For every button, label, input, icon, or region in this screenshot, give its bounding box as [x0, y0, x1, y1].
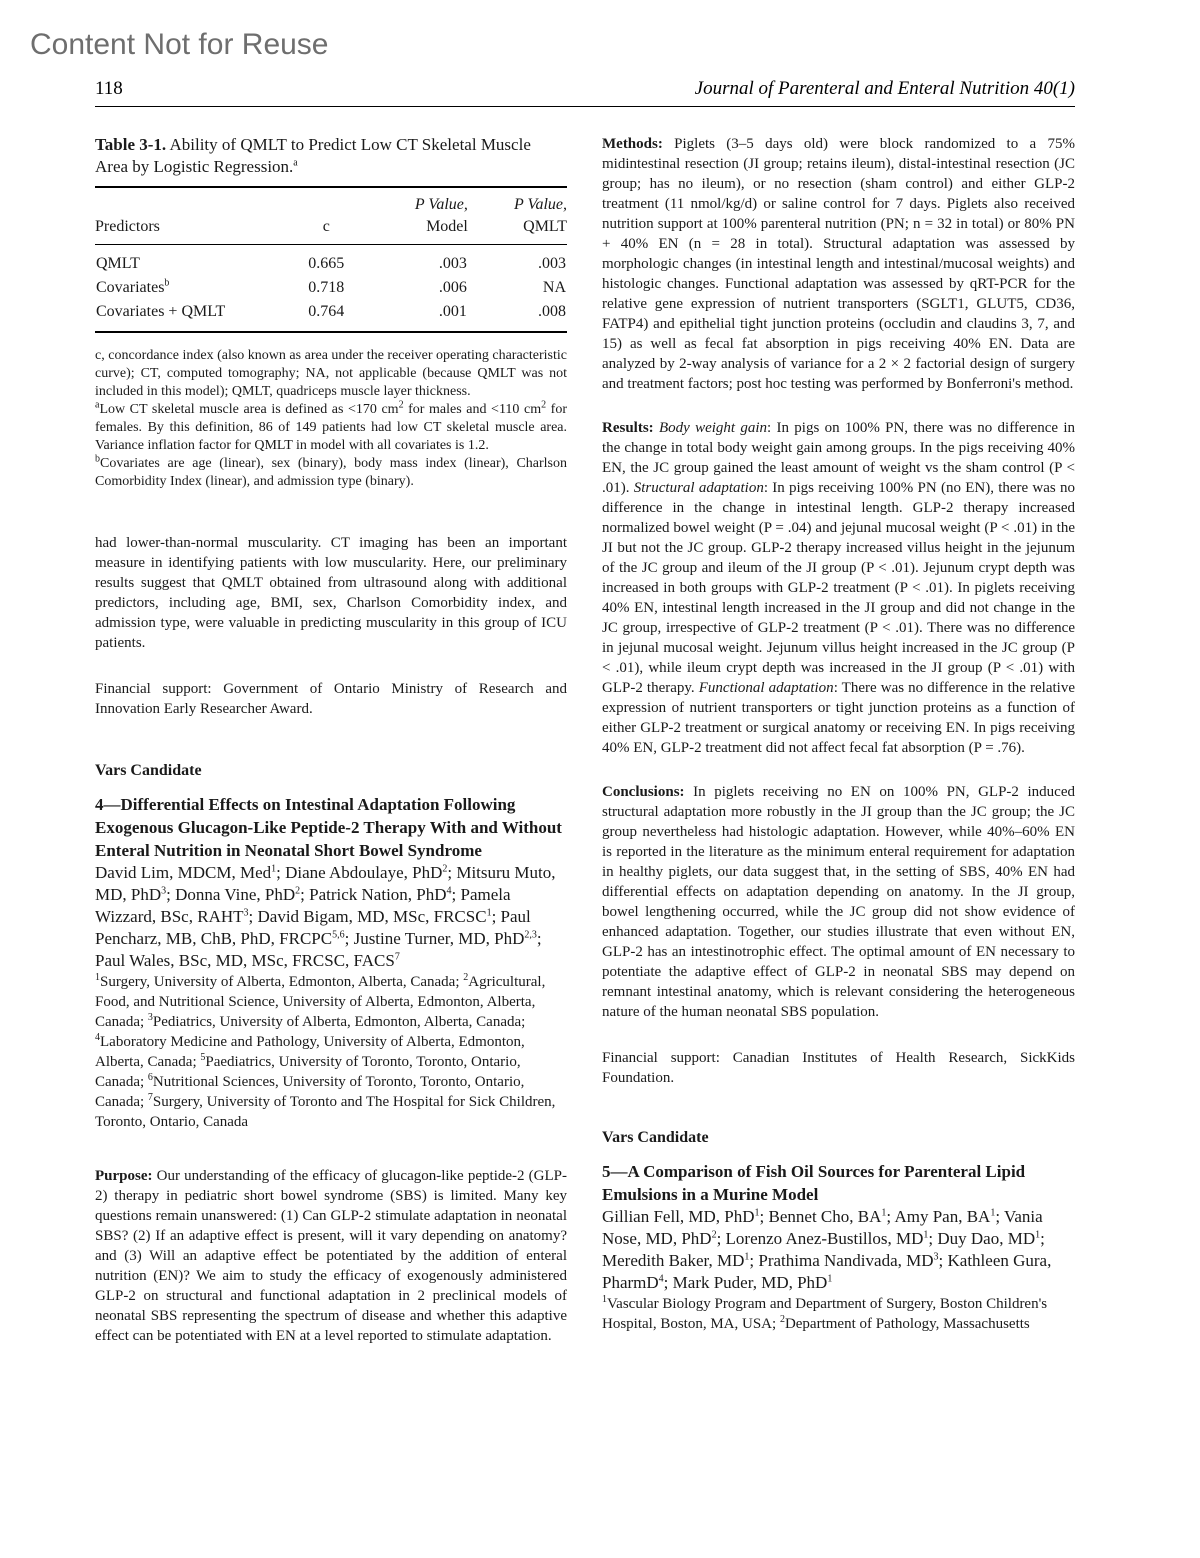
cell-p-qmlt — [468, 245, 567, 277]
table-label: Table 3-1. — [95, 135, 167, 154]
author-affiliation-mark: 3 — [161, 885, 167, 897]
author-separator: ; — [491, 907, 501, 926]
table-note-a-text-2: for males and <110 cm — [403, 402, 542, 417]
page-number: 118 — [95, 78, 123, 99]
footnote-mark-b: b — [95, 453, 100, 465]
author-separator: ; — [928, 1229, 938, 1248]
author-name: Pamela Wizzard, BSc, RAHT — [95, 885, 511, 926]
cell-predictor-text: Covariates + QMLT — [96, 303, 226, 320]
author-affiliation-mark: 3 — [243, 907, 249, 919]
methods-paragraph — [602, 134, 1075, 394]
table-note-b — [95, 455, 567, 491]
author-name: Kathleen Gura, PharmD — [602, 1251, 1052, 1292]
author-name: Duy Dao, MD — [937, 1229, 1036, 1248]
abstract-4-authors — [95, 862, 567, 972]
author-affiliation-mark: 1 — [881, 1207, 887, 1219]
author-separator: ; — [1040, 1229, 1045, 1248]
purpose-label: Purpose: — [95, 1168, 153, 1184]
table-note-abbreviations: c, concordance index (also known as area under the receiver operating characteristic curve); CT, computed tomography; NA, not applicable (because QMLT was not included in this model); QMLT, quadriceps muscle layer thickness. — [95, 348, 567, 399]
author-name: Donna Vine, PhD — [175, 885, 296, 904]
author-affiliation-mark: 2 — [442, 863, 448, 875]
author-name: Gillian Fell, MD, PhD — [602, 1207, 755, 1226]
header-p-qmlt-line1: P Value, — [513, 196, 567, 213]
cell-p-model — [369, 245, 468, 277]
author-affiliation-mark: 2,3 — [524, 929, 537, 941]
header-p-model-line1: P Value, — [414, 196, 468, 213]
superscript-squared: 2 — [541, 399, 547, 411]
header-p-model — [369, 187, 468, 245]
cell-predictor — [95, 300, 284, 332]
table-header-row — [95, 187, 567, 245]
cell-p-qmlt — [468, 276, 567, 300]
cell-predictor-text: QMLT — [96, 255, 140, 272]
author-separator: ; — [749, 1251, 759, 1270]
header-p-qmlt — [468, 187, 567, 245]
methods-text: Piglets (3–5 days old) were block randomized to a 75% midintestinal resection (JI group; retains ileum), distal-intestinal resection (JC group; has no ileum), or no resection (sham control) and either GLP-2 treatment (11 nmol/kg/d) or saline control for 7 days. Piglets also received nutrition support at 100% parenteral nutrition (PN; n = 32 in total) or 80% PN + 40% EN (n = 28 in total). Structural adaptation was assessed by morphologic changes (in intestinal length and intestinal/mucosal weights) and histologic changes. Functional adaptation was assessed by qRT-PCR for the relative gene expression of nutrient transporters (SGLT1, GLUT5, CD36, FATP4) and epithelial tight junction proteins (occludin and claudins 3, 7, and 15) as well as fecal fat absorption in pigs receiving 40% EN. Data are analyzed by 2-way analysis of variance for a 2 × 2 factorial design of surgery and treatment factors; post hoc testing was performed by Bonferroni's method. — [602, 136, 1075, 392]
affiliation-mark: 1 — [95, 972, 100, 983]
author-name: Paul Wales, BSc, MD, MSc, FRCSC, FACS — [95, 951, 395, 970]
abstract-4-affiliations — [95, 972, 567, 1132]
author-name: Mark Puder, MD, PhD — [672, 1273, 828, 1292]
author-name: Lorenzo Anez-Bustillos, MD — [725, 1229, 924, 1248]
author-affiliation-mark: 1 — [271, 863, 277, 875]
author-separator: ; — [663, 1273, 673, 1292]
author-affiliation-mark: 5,6 — [332, 929, 345, 941]
affiliation-text: Laboratory Medicine and Pathology, University of Alberta, Edmonton, Alberta, Canada; — [95, 1034, 525, 1070]
affiliation-text: Pediatrics, University of Alberta, Edmonton, Alberta, Canada; — [152, 1014, 526, 1030]
table-row — [95, 300, 567, 332]
author-affiliation-mark: 2 — [711, 1229, 717, 1241]
author-name: David Bigam, MD, MSc, FRCSC — [257, 907, 487, 926]
author-separator: ; — [344, 929, 354, 948]
affiliation-text: Surgery, University of Alberta, Edmonton, Alberta, Canada; — [100, 974, 464, 990]
conclusions-label: Conclusions: — [602, 784, 685, 800]
author-separator: ; — [451, 885, 461, 904]
abstract-5-title: 5—A Comparison of Fish Oil Sources for Parenteral Lipid Emulsions in a Murine Model — [602, 1162, 1026, 1204]
affiliation-mark: 7 — [147, 1092, 153, 1103]
affiliation-mark: 3 — [147, 1012, 153, 1023]
author-affiliation-mark: 1 — [923, 1229, 929, 1241]
author-separator: ; — [447, 863, 457, 882]
author-name: Mitsuru Muto, MD, PhD — [95, 863, 556, 904]
table-note-a-text-1: Low CT skeletal muscle area is defined as <170 cm — [99, 402, 399, 417]
results-text-3: : There was no difference in the relative expression of nutrient transporters or tight junction proteins as a function of either GLP-2 treatment or surgical anatomy or receiving EN. In pigs receiving 40% EN, GLP-2 treatment did not affect fecal fat absorption (P = .76). — [602, 680, 1075, 756]
abstract-5-affiliations — [602, 1294, 1075, 1334]
author-affiliation-mark: 3 — [933, 1251, 939, 1263]
author-affiliation-mark: 4 — [658, 1273, 664, 1285]
author-affiliation-mark: 1 — [744, 1251, 750, 1263]
cell-c — [284, 245, 369, 277]
methods-label: Methods: — [602, 136, 663, 152]
results-text-2: : In pigs receiving 100% PN (no EN), there was no difference in the change in intestinal length. GLP-2 therapy increased normalized bowel weight (P = .04) and jejunal mucosal weight (P < .01) in the JI but not the JC group. GLP-2 therapy increased villus height in the jejunum of the JC group and ileum of the JI group (P < .01). Jejunum crypt depth was increased in both groups with GLP-2 treatment (P < .01). In piglets receiving 40% EN, intestinal length increased in the JI group and did not change in the JC group, irrespective of GLP-2 treatment (P < .01). There was no difference in jejunal mucosal weight. Jejunum villus height increased in the JC group (P < .01), while ileum crypt depth was increased in the JI group (P < .01) with GLP-2 therapy. — [602, 480, 1075, 696]
cell-c — [284, 276, 369, 300]
header-c: c — [322, 218, 330, 235]
author-separator: ; — [716, 1229, 726, 1248]
financial-support-right: Financial support: Canadian Institutes of Health Research, SickKids Foundation. — [602, 1050, 1075, 1086]
abstract-4-title: 4—Differential Effects on Intestinal Adaptation Following Exogenous Glucagon-Like Peptide-2 Therapy With and Without Enteral Nutrition in Neonatal Short Bowel Syndrome — [95, 795, 562, 860]
table-caption-footnote-mark: a — [293, 157, 298, 169]
paragraph-continuation: had lower-than-normal muscularity. CT imaging has been an important measure in identifying patients with low muscularity. Here, our preliminary results suggest that QMLT obtained from ultrasound along with additional predictors, including age, BMI, sex, Charlson Comorbidity index, and admission type, were valuable in predicting muscularity in this group of ICU patients. — [95, 535, 567, 651]
author-separator: ; — [759, 1207, 769, 1226]
cell-p-qmlt-text: .003 — [538, 255, 566, 272]
data-table — [95, 186, 567, 333]
cell-p-model-text: .006 — [438, 279, 467, 296]
results-label: Results: — [602, 420, 654, 436]
author-name: Patrick Nation, PhD — [309, 885, 447, 904]
affiliation-mark: 2 — [463, 972, 469, 983]
section-heading-left: Vars Candidate — [95, 762, 202, 779]
affiliation-mark: 1 — [602, 1294, 607, 1305]
affiliation-text: Agricultural, Food, and Nutritional Science, University of Alberta, Edmonton, Alberta, Canada; — [95, 974, 546, 1030]
cell-p-qmlt — [468, 300, 567, 332]
running-head — [95, 78, 1075, 107]
conclusions-paragraph — [602, 782, 1075, 1022]
results-structural-label: Structural adaptation — [633, 480, 764, 496]
table-note-a — [95, 401, 567, 455]
cell-c — [284, 300, 369, 332]
cell-p-model-text: .001 — [438, 303, 467, 320]
results-text-1: : In pigs on 100% PN, there was no difference in the change in total body weight gain among groups. In the pigs receiving 40% EN, the JC group gained the least amount of weight vs the sham control (P < .01). — [602, 420, 1075, 496]
author-affiliation-mark: 1 — [1035, 1229, 1041, 1241]
author-affiliation-mark: 1 — [486, 907, 492, 919]
header-p-qmlt-line2: QMLT — [523, 218, 567, 235]
author-separator: ; — [995, 1207, 1004, 1226]
journal-title: Journal of Parenteral and Enteral Nutrition 40(1) — [694, 78, 1075, 99]
affiliation-mark: 6 — [147, 1072, 153, 1083]
results-body-weight-label: Body weight gain — [658, 420, 768, 436]
cell-predictor — [95, 276, 284, 300]
author-name: Bennet Cho, BA — [768, 1207, 882, 1226]
author-separator: ; — [886, 1207, 895, 1226]
results-functional-label: Functional adaptation — [698, 680, 834, 696]
author-name: Diane Abdoulaye, PhD — [285, 863, 443, 882]
author-name: Meredith Baker, MD — [602, 1251, 745, 1270]
table-caption-text: Ability of QMLT to Predict Low CT Skeletal Muscle Area by Logistic Regression. — [95, 135, 531, 176]
cell-c-text: 0.665 — [308, 255, 345, 272]
right-column — [602, 134, 1075, 1334]
financial-support-left: Financial support: Government of Ontario Ministry of Research and Innovation Early Researcher Award. — [95, 681, 567, 717]
cell-predictor — [95, 245, 284, 277]
author-name: Amy Pan, BA — [894, 1207, 991, 1226]
cell-predictor-text: Covariates — [96, 279, 165, 296]
affiliation-text: Department of Pathology, Massachusetts — [784, 1316, 1030, 1332]
footnote-mark: b — [164, 277, 170, 289]
author-name: Prathima Nandivada, MD — [758, 1251, 934, 1270]
purpose-text: Our understanding of the efficacy of glucagon-like peptide-2 (GLP-2) therapy in pediatric short bowel syndrome (SBS) is limited. Many key questions remain unanswered: (1) Can GLP-2 stimulate adaptation in neonatal SBS? (2) If an adaptive effect is present, will it vary depending on anatomy? and (3) Will an adaptive effect be potentiated by the addition of enteral nutrition (EN)? We aim to study the efficacy of exogenously administered GLP-2 on structural and functional adaptation in 2 preclinical models of neonatal SBS representing the spectrum of disease and whether this adaptive effect can be potentiated with EN at a level reported to stimulate adaptation. — [95, 1168, 567, 1344]
cell-p-qmlt-text: NA — [542, 279, 566, 296]
table-note-b-text: Covariates are age (linear), sex (binary), body mass index (linear), Charlson Comorbidity Index (linear), and admission type (binary). — [95, 456, 567, 489]
cell-p-qmlt-text: .008 — [538, 303, 566, 320]
author-affiliation-mark: 4 — [446, 885, 452, 897]
table-row — [95, 245, 567, 277]
affiliation-mark: 5 — [200, 1052, 206, 1063]
superscript-squared: 2 — [398, 399, 404, 411]
cell-c-text: 0.764 — [308, 303, 345, 320]
cell-p-model — [369, 276, 468, 300]
author-affiliation-mark: 1 — [754, 1207, 760, 1219]
section-heading-right: Vars Candidate — [602, 1129, 709, 1146]
purpose-paragraph — [95, 1166, 567, 1346]
author-name: Vania Nose, MD, PhD — [602, 1207, 1043, 1248]
author-separator: ; — [300, 885, 310, 904]
table-note-a-text-3: for females. By this definition, 86 of 149 patients had low CT skeletal muscle area. Variance inflation factor for QMLT in model with all covariates is 1.2. — [95, 402, 568, 453]
watermark: Content Not for Reuse — [30, 28, 329, 61]
author-separator: ; — [166, 885, 176, 904]
cell-p-model — [369, 300, 468, 332]
table-row — [95, 276, 567, 300]
author-separator: ; — [276, 863, 286, 882]
affiliation-text: Surgery, University of Toronto and The Hospital for Sick Children, Toronto, Ontario, Canada — [95, 1094, 556, 1130]
results-paragraph — [602, 418, 1075, 758]
affiliation-mark: 2 — [779, 1314, 785, 1325]
author-affiliation-mark: 1 — [827, 1273, 833, 1285]
author-separator: ; — [536, 929, 542, 948]
author-separator: ; — [938, 1251, 948, 1270]
cell-p-model-text: .003 — [438, 255, 467, 272]
author-name: Paul Pencharz, MB, ChB, PhD, FRCPC — [95, 907, 531, 948]
author-separator: ; — [248, 907, 258, 926]
author-affiliation-mark: 2 — [295, 885, 301, 897]
cell-c-text: 0.718 — [308, 279, 345, 296]
affiliation-text: Vascular Biology Program and Department of Surgery, Boston Children's Hospital, Boston, MA, USA; — [602, 1296, 1048, 1332]
header-predictors: Predictors — [95, 218, 160, 235]
abstract-5-authors — [602, 1206, 1075, 1294]
header-p-model-line2: Model — [426, 218, 468, 235]
table-caption — [95, 134, 567, 178]
table-notes — [95, 347, 567, 491]
footnote-mark-a: a — [95, 399, 100, 411]
affiliation-text: Paediatrics, University of Toronto, Toronto, Ontario, Canada; — [95, 1054, 521, 1090]
author-affiliation-mark: 7 — [394, 951, 400, 963]
conclusions-text: In piglets receiving no EN on 100% PN, GLP-2 induced structural adaptation more robustly in the JI group than the JC group; the JC group nevertheless had histologic adaptation. However, while 40%–60% EN is reported in the literature as the minimum enteral requirement for adaptation in healthy piglets, our data suggest that, in the setting of SBS, 40% EN had differential effects on adaptation depending on anatomy. In the JI group, bowel lengthening occurred, while the JC group did not show evidence of enhanced adaptation. Together, our studies illustrate that even without EN, GLP-2 has an intestinotrophic effect. The optimal amount of EN necessary to potentiate the adaptive effect of GLP-2 in neonatal SBS may depend on remnant intestinal anatomy, which is relevant considering the heterogeneous nature of the human neonatal SBS population. — [602, 784, 1075, 1020]
affiliation-text: Nutritional Sciences, University of Toronto, Toronto, Ontario, Canada; — [95, 1074, 525, 1110]
author-affiliation-mark: 1 — [990, 1207, 996, 1219]
author-name: Justine Turner, MD, PhD — [353, 929, 525, 948]
author-name: David Lim, MDCM, Med — [95, 863, 272, 882]
affiliation-mark: 4 — [95, 1032, 100, 1043]
left-column — [95, 134, 567, 1346]
